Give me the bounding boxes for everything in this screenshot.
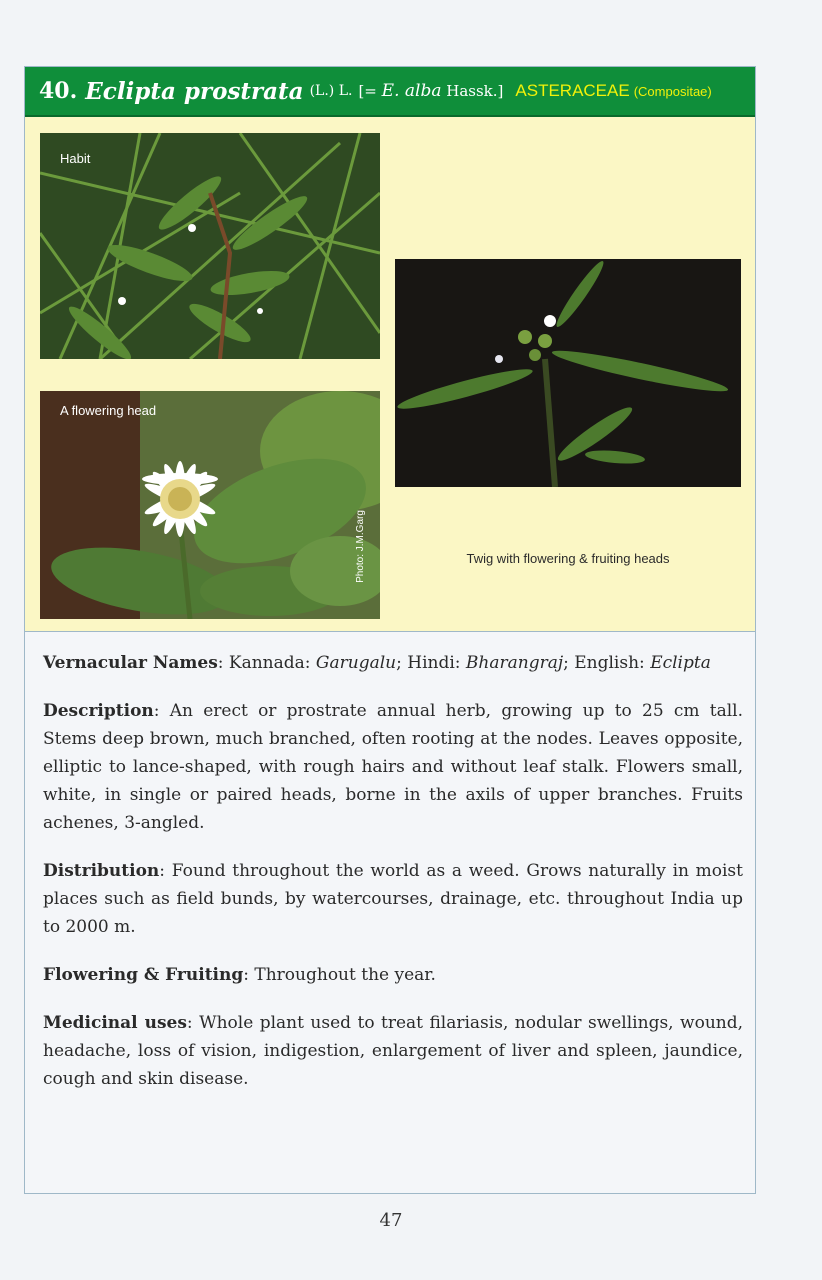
habit-photo [40,133,380,359]
medicinal-label: Medicinal uses [43,1013,187,1033]
author-citation: (L.) L. [309,83,353,99]
page-number: 47 [379,1210,403,1231]
vernacular-label: Vernacular Names [43,653,218,673]
family-alt-name: (Compositae) [633,83,712,99]
vernacular-names [43,649,743,677]
synonym-name: E. alba [381,81,442,101]
species-header [25,67,755,117]
medicinal-uses [43,1009,743,1093]
synonym-author: Hassk.] [446,82,504,100]
description [43,697,743,837]
description-label: Description [43,701,154,721]
distribution-text: : Found throughout the world as a weed. Grows naturally in moist places such as field bunds, by watercourses, drainage, etc. throughout India up to 2000 m. [43,861,743,937]
photo-panel [25,117,755,632]
kannada-name: Garugalu [315,653,397,673]
kannada-label: : Kannada: [217,653,316,673]
description-text: : An erect or prostrate annual herb, growing up to 25 cm tall. Stems deep brown, much branched, often rooting at the nodes. Leaves opposite, elliptic to lance-shaped, with rough hairs and without leaf stalk. Flowers small, white, in single or paired heads, borne in the axils of upper branches. Fruits achenes, 3-angled. [43,701,743,833]
medicinal-text: : Whole plant used to treat filariasis, nodular swellings, wound, headache, loss of vision, indigestion, enlargement of liver and spleen, jaundice, cough and skin disease. [43,1013,744,1089]
family-name: ASTERACEAE [515,81,630,100]
scientific-name: Eclipta prostrata [85,77,304,105]
flowering-label: Flowering & Fruiting [43,965,244,985]
twig-photo [395,259,741,487]
hindi-name: Bharangraj [465,653,564,673]
species-text [43,649,743,1113]
flower-head-label: A flowering head [60,403,157,418]
synonym-prefix: [= [358,82,382,100]
species-number: 40. [39,78,78,104]
habit-label: Habit [60,151,91,166]
distribution-label: Distribution [43,861,160,881]
distribution [43,857,743,941]
flower-head-photo [40,391,380,619]
flowering-text: : Throughout the year. [243,965,436,985]
hindi-label: ; Hindi: [396,653,466,673]
english-name: Eclipta [650,653,711,673]
species-card [24,66,756,1194]
english-label: ; English: [563,653,651,673]
flowering-fruiting [43,961,743,989]
photo-credit: Photo: J.M.Garg [354,510,366,583]
twig-caption: Twig with flowering & fruiting heads [466,551,670,566]
synonym [358,81,503,101]
